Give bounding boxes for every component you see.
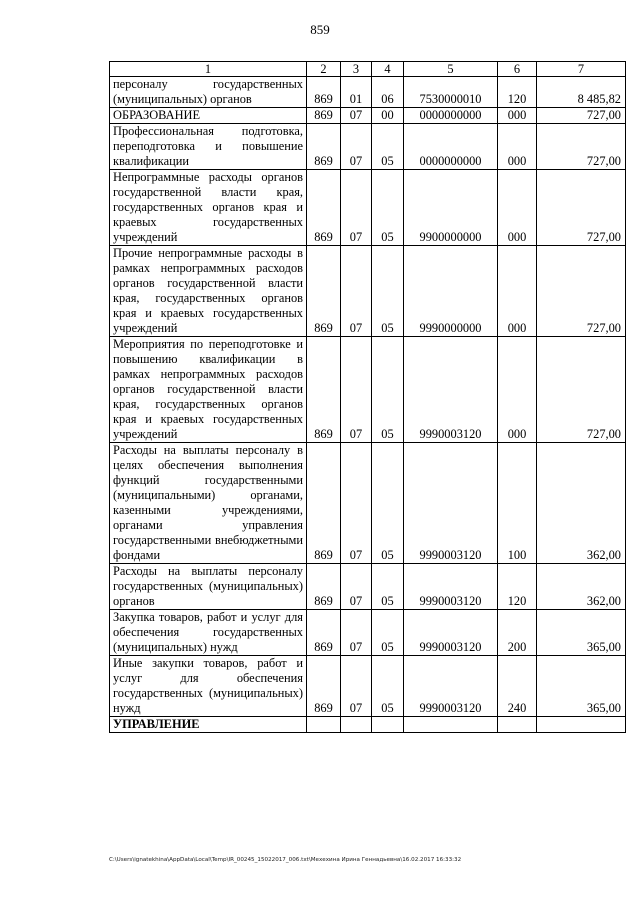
row-name-cell: Расходы на выплаты персоналу в целях обеспечения выполнения функций государственными (муниципальными) органами, казенными учреждениями, органами управления государственными внебюджетными фондами	[110, 443, 307, 564]
target-article-cell: 0000000000	[404, 108, 498, 124]
subsection-code-cell: 06	[372, 77, 404, 108]
table-row	[110, 443, 626, 564]
gr-code-cell: 869	[307, 656, 341, 717]
section-code-cell: 07	[341, 610, 372, 656]
amount-cell	[537, 717, 626, 733]
gr-code-cell: 869	[307, 443, 341, 564]
table-row	[110, 77, 626, 108]
subsection-code-cell	[372, 717, 404, 733]
table-row	[110, 124, 626, 170]
amount-cell: 727,00	[537, 337, 626, 443]
section-code-cell: 07	[341, 246, 372, 337]
subsection-code-cell: 00	[372, 108, 404, 124]
row-name-cell: ОБРАЗОВАНИЕ	[110, 108, 307, 124]
subsection-code-cell: 05	[372, 610, 404, 656]
table-row	[110, 610, 626, 656]
expense-type-cell: 000	[498, 108, 537, 124]
subsection-code-cell: 05	[372, 246, 404, 337]
subsection-code-cell: 05	[372, 443, 404, 564]
subsection-code-cell: 05	[372, 170, 404, 246]
column-header: 7	[537, 62, 626, 77]
section-code-cell: 07	[341, 108, 372, 124]
target-article-cell: 7530000010	[404, 77, 498, 108]
column-header: 4	[372, 62, 404, 77]
amount-cell: 365,00	[537, 610, 626, 656]
row-name-cell: персоналу государственных (муниципальных) органов	[110, 77, 307, 108]
amount-cell: 8 485,82	[537, 77, 626, 108]
expense-type-cell: 100	[498, 443, 537, 564]
section-code-cell: 07	[341, 656, 372, 717]
column-header: 3	[341, 62, 372, 77]
expense-type-cell: 120	[498, 77, 537, 108]
amount-cell: 362,00	[537, 564, 626, 610]
target-article-cell	[404, 717, 498, 733]
table-row	[110, 337, 626, 443]
row-name-cell: УПРАВЛЕНИЕ	[110, 717, 307, 733]
gr-code-cell: 869	[307, 564, 341, 610]
amount-cell: 362,00	[537, 443, 626, 564]
table-row	[110, 564, 626, 610]
target-article-cell: 9990003120	[404, 656, 498, 717]
table-header-row	[110, 62, 626, 77]
amount-cell: 365,00	[537, 656, 626, 717]
section-code-cell: 07	[341, 170, 372, 246]
expense-type-cell	[498, 717, 537, 733]
target-article-cell: 9990003120	[404, 610, 498, 656]
expense-type-cell: 000	[498, 246, 537, 337]
footer-file-path: C:\Users\ignatekhina\AppData\Local\Temp\IR_00245_15022017_006.txt\Мехехина Ирина Геннадьевна\16.02.2017 16:33:32	[109, 857, 462, 863]
expense-type-cell: 120	[498, 564, 537, 610]
table-row	[110, 246, 626, 337]
subsection-code-cell: 05	[372, 564, 404, 610]
target-article-cell: 9990003120	[404, 443, 498, 564]
expense-type-cell: 200	[498, 610, 537, 656]
table-row	[110, 108, 626, 124]
amount-cell: 727,00	[537, 246, 626, 337]
gr-code-cell: 869	[307, 170, 341, 246]
table-row	[110, 656, 626, 717]
row-name-cell: Иные закупки товаров, работ и услуг для обеспечения государственных (муниципальных) нужд	[110, 656, 307, 717]
column-header: 1	[110, 62, 307, 77]
subsection-code-cell: 05	[372, 656, 404, 717]
row-name-cell: Профессиональная подготовка, переподготовка и повышение квалификации	[110, 124, 307, 170]
expense-type-cell: 000	[498, 124, 537, 170]
section-code-cell	[341, 717, 372, 733]
expense-type-cell: 240	[498, 656, 537, 717]
section-code-cell: 01	[341, 77, 372, 108]
expense-type-cell: 000	[498, 337, 537, 443]
table-row	[110, 170, 626, 246]
target-article-cell: 0000000000	[404, 124, 498, 170]
target-article-cell: 9990000000	[404, 246, 498, 337]
amount-cell: 727,00	[537, 124, 626, 170]
row-name-cell: Непрограммные расходы органов государственной власти края, государственных органов края и краевых государственных учреждений	[110, 170, 307, 246]
column-header: 6	[498, 62, 537, 77]
subsection-code-cell: 05	[372, 124, 404, 170]
column-header: 2	[307, 62, 341, 77]
budget-table	[109, 61, 626, 733]
target-article-cell: 9990003120	[404, 564, 498, 610]
expense-type-cell: 000	[498, 170, 537, 246]
subsection-code-cell: 05	[372, 337, 404, 443]
gr-code-cell: 869	[307, 108, 341, 124]
amount-cell: 727,00	[537, 108, 626, 124]
gr-code-cell: 869	[307, 610, 341, 656]
table-row	[110, 717, 626, 733]
row-name-cell: Закупка товаров, работ и услуг для обеспечения государственных (муниципальных) нужд	[110, 610, 307, 656]
section-code-cell: 07	[341, 443, 372, 564]
row-name-cell: Расходы на выплаты персоналу государственных (муниципальных) органов	[110, 564, 307, 610]
target-article-cell: 9900000000	[404, 170, 498, 246]
target-article-cell: 9990003120	[404, 337, 498, 443]
row-name-cell: Прочие непрограммные расходы в рамках непрограммных расходов органов государственной власти края, государственных органов края и краевых государственных учреждений	[110, 246, 307, 337]
section-code-cell: 07	[341, 564, 372, 610]
column-header: 5	[404, 62, 498, 77]
gr-code-cell	[307, 717, 341, 733]
gr-code-cell: 869	[307, 337, 341, 443]
gr-code-cell: 869	[307, 77, 341, 108]
section-code-cell: 07	[341, 337, 372, 443]
page-number: 859	[310, 22, 330, 37]
section-code-cell: 07	[341, 124, 372, 170]
gr-code-cell: 869	[307, 246, 341, 337]
amount-cell: 727,00	[537, 170, 626, 246]
gr-code-cell: 869	[307, 124, 341, 170]
row-name-cell: Мероприятия по переподготовке и повышению квалификации в рамках непрограммных расходов органов государственной власти края, государственных органов края и краевых государственных учреждений	[110, 337, 307, 443]
